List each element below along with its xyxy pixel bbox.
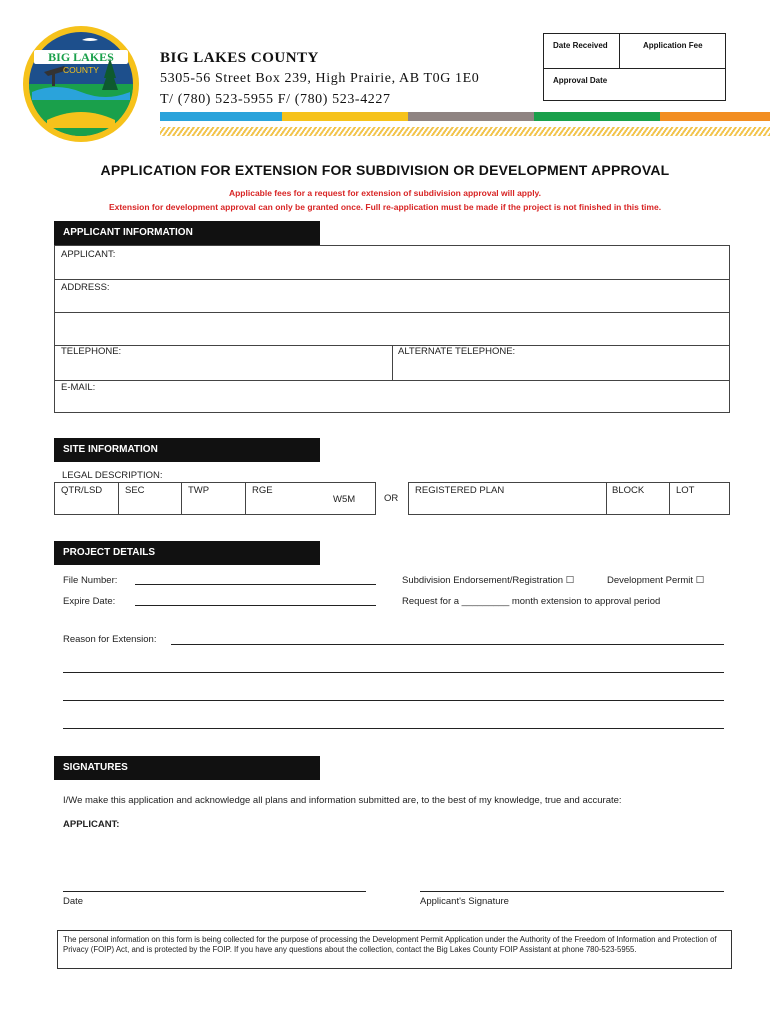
file-number-label: File Number: (63, 575, 118, 586)
date-received-label: Date Received (553, 41, 608, 50)
lot-field[interactable]: LOT (676, 485, 695, 496)
hatch-divider (160, 127, 770, 136)
legal-description-label: LEGAL DESCRIPTION: (62, 470, 163, 481)
approval-date-label: Approval Date (553, 76, 608, 85)
file-number-input[interactable] (135, 584, 376, 585)
rge-field[interactable]: RGE (252, 485, 273, 496)
applicant-signature-heading: APPLICANT: (63, 819, 120, 830)
sec-field[interactable]: SEC (125, 485, 145, 496)
foip-notice: The personal information on this form is being collected for the purpose of processing the Development Permit Application under the Authority of the Freedom of Information and Protection of Privacy (FOIP) Act, and is protected by the FOIP. If you have any questions about the collection, contact the Big Lakes County FOIP Assistant at phone 780-523-5955. (57, 930, 732, 969)
alternate-telephone-field[interactable]: ALTERNATE TELEPHONE: (398, 346, 516, 357)
legal-land-table (54, 482, 376, 515)
reason-line-4[interactable] (63, 728, 724, 729)
stripe-grey (408, 112, 534, 121)
w5m-label: W5M (333, 494, 356, 505)
signatures-heading: SIGNATURES (54, 756, 320, 780)
extension-months-field[interactable]: Request for a _________ month extension to approval period (402, 596, 661, 607)
twp-field[interactable]: TWP (188, 485, 210, 496)
reason-line-3[interactable] (63, 700, 724, 701)
expire-date-label: Expire Date: (63, 596, 116, 607)
stripe-yellow (282, 112, 408, 121)
applicant-info-box (54, 245, 730, 413)
block-field[interactable]: BLOCK (612, 485, 645, 496)
stripe-blue (160, 112, 282, 121)
applicant-info-heading: APPLICANT INFORMATION (54, 221, 320, 245)
stripe-orange (660, 112, 770, 121)
reason-label: Reason for Extension: (63, 634, 157, 645)
org-address: 5305-56 Street Box 239, High Prairie, AB T0G 1E0 (160, 71, 480, 86)
development-permit-checkbox[interactable]: Development Permit ☐ (607, 575, 705, 586)
telephone-field[interactable]: TELEPHONE: (61, 346, 122, 357)
or-label: OR (384, 493, 399, 504)
subdivision-checkbox[interactable]: Subdivision Endorsement/Registration ☐ (402, 575, 575, 586)
expire-date-input[interactable] (135, 605, 376, 606)
logo-text: BIG LAKES (48, 50, 114, 64)
declaration-text: I/We make this application and acknowledge all plans and information submitted are, to the best of my knowledge, true and accurate: (63, 795, 622, 806)
address-line-2-field[interactable] (55, 313, 729, 345)
logo-subtext: COUNTY (63, 65, 99, 75)
address-field[interactable]: ADDRESS: (61, 282, 110, 293)
applicant-signature-line[interactable] (420, 891, 724, 892)
registered-plan-table (408, 482, 730, 515)
org-phone: T/ (780) 523-5955 F/ (780) 523-4227 (160, 92, 391, 107)
date-label: Date (63, 896, 84, 907)
registered-plan-field[interactable]: REGISTERED PLAN (415, 485, 505, 496)
reason-line-2[interactable] (63, 672, 724, 673)
county-logo (22, 20, 140, 148)
org-name: BIG LAKES COUNTY (160, 50, 319, 66)
date-signature-line[interactable] (63, 891, 366, 892)
email-field[interactable]: E-MAIL: (61, 382, 96, 393)
qtr-lsd-field[interactable]: QTR/LSD (61, 485, 103, 496)
application-fee-label: Application Fee (643, 41, 703, 50)
stripe-green (534, 112, 660, 121)
project-details-heading: PROJECT DETAILS (54, 541, 320, 565)
fee-note: Applicable fees for a request for extension of subdivision approval will apply. (228, 188, 542, 198)
signature-label: Applicant's Signature (420, 896, 509, 907)
applicant-field[interactable]: APPLICANT: (61, 249, 116, 260)
form-title: APPLICATION FOR EXTENSION FOR SUBDIVISION OR DEVELOPMENT APPROVAL (100, 162, 670, 178)
reason-line-1[interactable] (171, 644, 724, 645)
office-use-box (543, 33, 726, 101)
site-info-heading: SITE INFORMATION (54, 438, 320, 462)
extension-note: Extension for development approval can only be granted once. Full re-application must be made if the project is not finished in this time. (108, 202, 662, 212)
